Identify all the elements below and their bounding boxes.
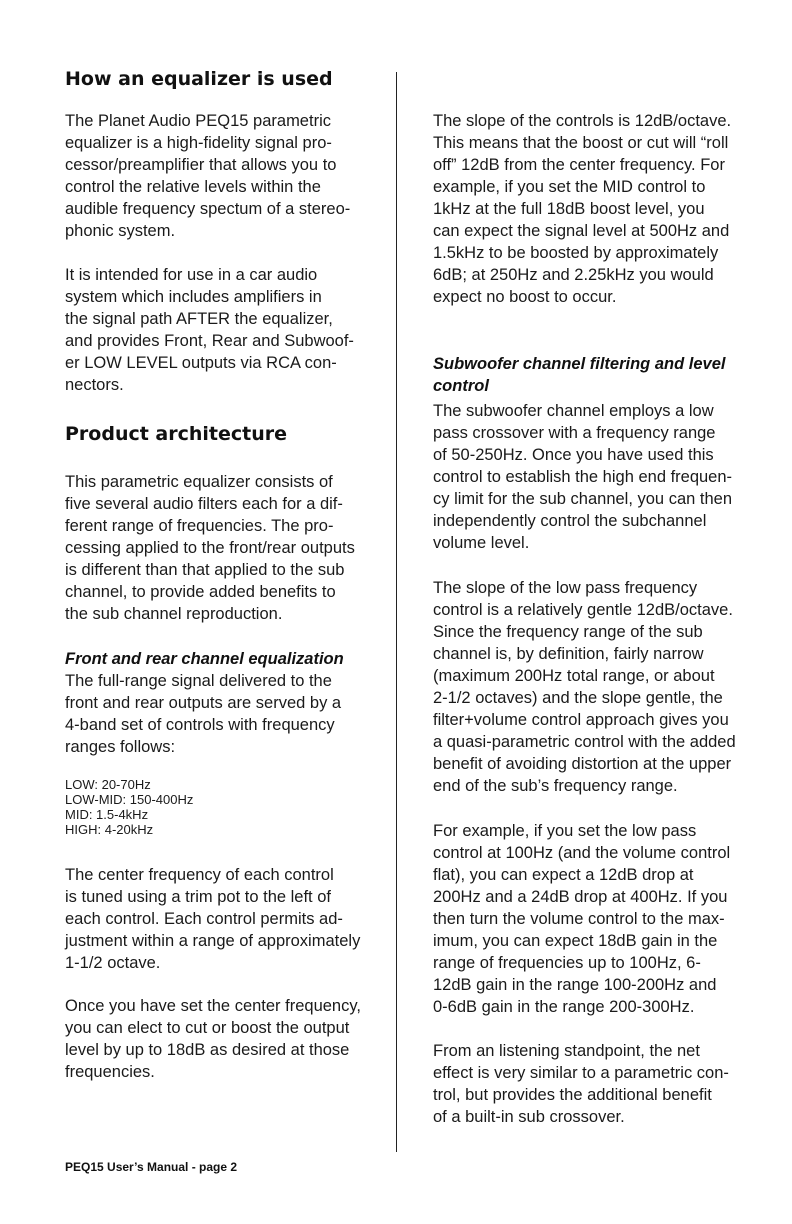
paragraph-example [433,820,730,1018]
paragraph-low-pass-slope [433,577,736,797]
text-line: system which includes amplifiers in [65,288,322,306]
text-line: The slope of the controls is 12dB/octave. [433,112,732,130]
band-item: LOW-MID: 150-400Hz [65,792,194,807]
text-line: (maximum 200Hz total range, or about [433,667,715,685]
text-line: Subwoofer channel filtering and level [433,355,726,373]
text-line: then turn the volume control to the max- [433,910,725,928]
text-line: range of frequencies up to 100Hz, 6- [433,954,701,972]
text-line: expect no boost to occur. [433,288,617,306]
paragraph-intro [65,110,350,242]
paragraph-listening [433,1040,729,1128]
text-line: nectors. [65,376,124,394]
text-line: level by up to 18dB as desired at those [65,1041,350,1059]
text-line: audible frequency spectum of a stereo- [65,200,351,218]
text-line: control at 100Hz (and the volume control [433,844,731,862]
text-line: 12dB gain in the range 100-200Hz and [433,976,717,994]
paragraph-architecture [65,471,355,625]
text-line: From an listening standpoint, the net [433,1042,700,1060]
text-line: flat), you can expect a 12dB drop at [433,866,694,884]
text-line: you can elect to cut or boost the output [65,1019,350,1037]
text-line: each control. Each control permits ad- [65,910,343,928]
text-line: is different than that applied to the sub [65,561,345,579]
paragraph-car-audio [65,264,354,396]
text-line: end of the sub’s frequency range. [433,777,678,795]
subheading-front-rear-equalization: Front and rear channel equalization [65,650,344,668]
text-line: 4-band set of controls with frequency [65,716,335,734]
page-footer: PEQ15 User’s Manual - page 2 [65,1160,238,1174]
text-line: justment within a range of approximately [65,932,361,950]
paragraph-cut-boost [65,995,361,1083]
text-line: volume level. [433,534,530,552]
text-line: imum, you can expect 18dB gain in the [433,932,718,950]
text-line: The Planet Audio PEQ15 parametric [65,112,331,130]
text-line: This parametric equalizer consists of [65,473,333,491]
text-line: control is a relatively gentle 12dB/octave. [433,601,733,619]
text-line: trol, but provides the additional benefit [433,1086,712,1104]
text-line: example, if you set the MID control to [433,178,706,196]
text-line: pass crossover with a frequency range [433,424,716,442]
text-line: Once you have set the center frequency, [65,997,361,1015]
text-line: The center frequency of each control [65,866,334,884]
text-line: 1.5kHz to be boosted by approximately [433,244,719,262]
text-line: 1kHz at the full 18dB boost level, you [433,200,705,218]
text-line: effect is very similar to a parametric con- [433,1064,729,1082]
text-line: The subwoofer channel employs a low [433,402,714,420]
text-line: and provides Front, Rear and Subwoof- [65,332,354,350]
text-line: phonic system. [65,222,176,240]
band-item: MID: 1.5-4kHz [65,807,149,822]
text-line: the signal path AFTER the equalizer, [65,310,333,328]
text-line: of a built-in sub crossover. [433,1108,625,1126]
text-line: Since the frequency range of the sub [433,623,703,641]
text-line: For example, if you set the low pass [433,822,697,840]
text-line: independently control the subchannel [433,512,707,530]
paragraph-front-rear [65,670,341,758]
band-item: HIGH: 4-20kHz [65,822,154,837]
text-line: cy limit for the sub channel, you can then [433,490,732,508]
band-item: LOW: 20-70Hz [65,777,151,792]
text-line: It is intended for use in a car audio [65,266,318,284]
text-line: 200Hz and a 24dB drop at 400Hz. If you [433,888,728,906]
text-line: 6dB; at 250Hz and 2.25kHz you would [433,266,714,284]
text-line: off” 12dB from the center frequency. For [433,156,725,174]
text-line: the sub channel reproduction. [65,605,283,623]
frequency-band-list [65,777,193,837]
text-line: can expect the signal level at 500Hz and [433,222,730,240]
heading-product-architecture: Product architecture [65,423,288,445]
column-divider [396,72,397,1152]
text-line: 2-1/2 octaves) and the slope gentle, the [433,689,723,707]
paragraph-center-frequency [65,864,360,974]
text-line: The slope of the low pass frequency [433,579,698,597]
text-line: channel, to provide added benefits to [65,583,336,601]
text-line: cessor/preamplifier that allows you to [65,156,337,174]
text-line: This means that the boost or cut will “roll [433,134,729,152]
text-line: a quasi-parametric control with the added [433,733,736,751]
text-line: The full-range signal delivered to the [65,672,332,690]
text-line: frequencies. [65,1063,155,1081]
heading-how-equalizer-used: How an equalizer is used [65,68,333,90]
paragraph-subwoofer [433,400,732,554]
text-line: control to establish the high end frequen- [433,468,733,486]
text-line: 1-1/2 octave. [65,954,161,972]
text-line: five several audio filters each for a dif- [65,495,343,513]
text-line: is tuned using a trim pot to the left of [65,888,331,906]
text-line: benefit of avoiding distortion at the upper [433,755,732,773]
text-line: front and rear outputs are served by a [65,694,342,712]
text-line: er LOW LEVEL outputs via RCA con- [65,354,337,372]
text-line: 0-6dB gain in the range 200-300Hz. [433,998,695,1016]
text-line: cessing applied to the front/rear outputs [65,539,355,557]
text-line: ferent range of frequencies. The pro- [65,517,334,535]
text-line: channel is, by definition, fairly narrow [433,645,704,663]
text-line: equalizer is a high-fidelity signal pro- [65,134,332,152]
text-line: filter+volume control approach gives you [433,711,729,729]
text-line: of 50-250Hz. Once you have used this [433,446,714,464]
text-line: ranges follows: [65,738,176,756]
paragraph-slope [433,110,731,308]
text-line: control [433,377,489,395]
text-line: control the relative levels within the [65,178,321,196]
subheading-subwoofer-channel [433,353,725,397]
